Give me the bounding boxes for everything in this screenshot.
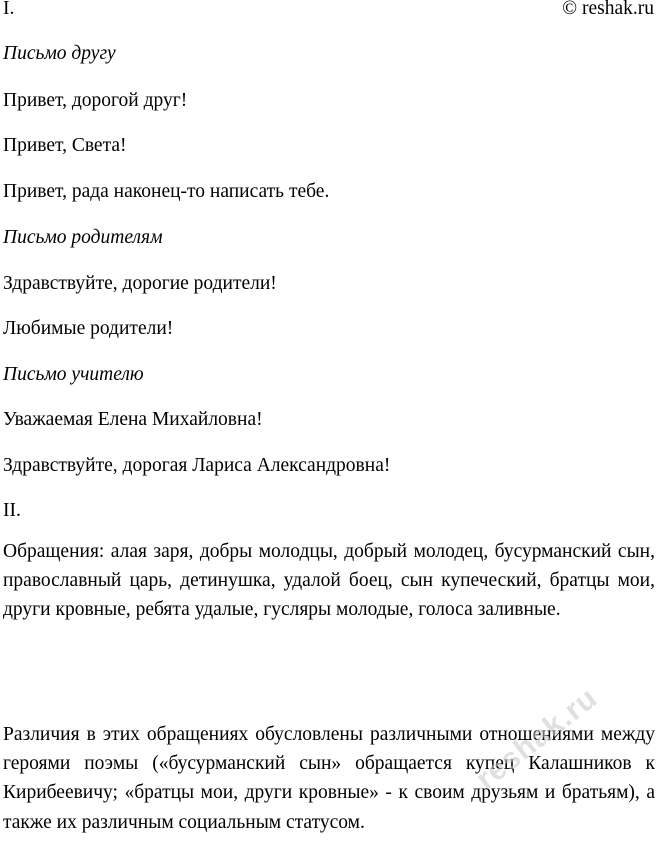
greeting-line: Привет, Света! — [3, 135, 127, 156]
watermark: reshak.ru — [470, 681, 604, 797]
heading-letter-to-parents: Письмо родителям — [3, 227, 163, 248]
section-one-label: I. — [3, 0, 15, 19]
greeting-line: Здравствуйте, дорогая Лариса Александровна! — [3, 455, 391, 476]
heading-letter-to-teacher: Письмо учителю — [3, 364, 144, 385]
greeting-line: Любимые родители! — [3, 318, 174, 339]
greeting-line: Привет, рада наконец-то написать тебе. — [3, 181, 330, 202]
copyright-label: © reshak.ru — [562, 0, 654, 19]
heading-letter-to-friend: Письмо другу — [3, 43, 116, 64]
section-two-label: II. — [3, 500, 21, 521]
greeting-line: Привет, дорогой друг! — [3, 90, 188, 111]
differences-paragraph: Различия в этих обращениях обусловлены различными отношениями между героями поэмы («бусурманский сын» обращается купец Калашников к Кирибеевичу; «братцы мои, други кровные» - к своим друзьям и братьям), а также их различным социальным статусом. — [3, 724, 655, 833]
appeals-paragraph: Обращения: алая заря, добры молодцы, добрый молодец, бусурманский сын, православный царь, детинушка, удалой боец, сын купеческий, братцы мои, други кровные, ребята удалые, гусляры молодые, голоса заливные. — [3, 541, 655, 621]
greeting-line: Уважаемая Елена Михайловна! — [3, 409, 263, 430]
greeting-line: Здравствуйте, дорогие родители! — [3, 273, 277, 294]
